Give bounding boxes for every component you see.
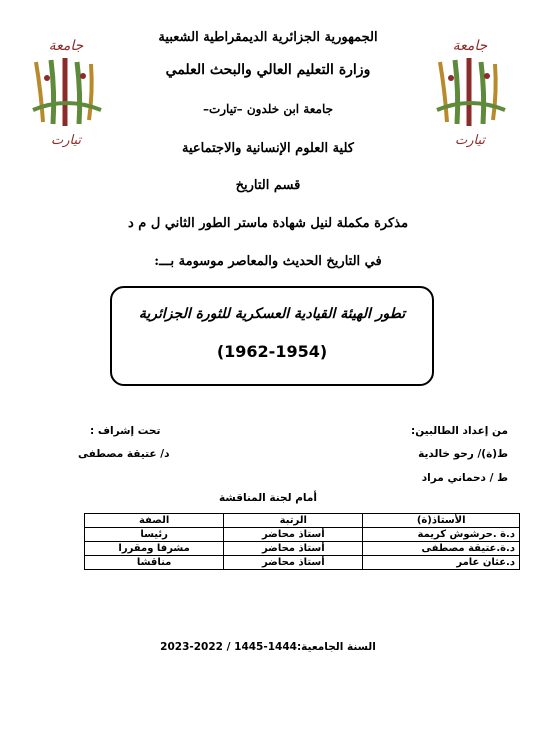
thesis-title: تطور الهيئة القيادية العسكرية للثورة الجزائرية: [138, 306, 406, 322]
table-cell: رئيسا: [85, 528, 224, 542]
student-name-2: ط / دحماني مراد: [421, 472, 508, 484]
table-row: [85, 556, 520, 570]
supervisor-name: د/ عتيقة مصطفى: [78, 448, 170, 460]
thesis-years: (1962-1954): [216, 342, 328, 361]
university-logo-right: [425, 32, 515, 152]
committee-label: أمام لجنة المناقشة: [219, 492, 317, 504]
republic-name: الجمهورية الجزائرية الديمقراطية الشعبية: [158, 30, 378, 45]
university-logo-icon: [425, 32, 515, 152]
svg-text:تيارت: تيارت: [454, 133, 486, 148]
academic-year: السنة الجامعية:1444-1445 / 2022-2023: [160, 641, 376, 653]
cover-page: [18, 14, 518, 718]
table-header: الأستاذ(ة): [363, 514, 520, 528]
supervisor-label: تحت إشراف :: [90, 425, 161, 437]
table-cell: أستاذ محاضر: [224, 556, 363, 570]
table-header: الصفة: [85, 514, 224, 528]
university-logo-icon: [21, 32, 111, 152]
table-cell: مشرفا ومقررا: [85, 542, 224, 556]
table-cell: أستاذ محاضر: [224, 542, 363, 556]
committee-table: [84, 513, 520, 570]
university-name: جامعة ابن خلدون –تيارت–: [202, 102, 334, 116]
svg-text:تيارت: تيارت: [50, 133, 82, 148]
students-label: من إعداد الطالبين:: [411, 425, 508, 437]
table-cell: أستاذ محاضر: [224, 528, 363, 542]
university-logo-left: [21, 32, 111, 152]
table-cell: د.ة .حرشوش كريمة: [363, 528, 520, 542]
specialty-line: في التاريخ الحديث والمعاصر موسومة بـــ:: [154, 254, 382, 269]
thesis-title-box: [110, 286, 434, 386]
faculty-name: كلية العلوم الإنسانية والاجتماعية: [182, 141, 354, 156]
table-header: الرتبة: [224, 514, 363, 528]
ministry-name: وزارة التعليم العالي والبحث العلمي: [165, 62, 371, 78]
table-row: [85, 528, 520, 542]
table-cell: د.عثان عامر: [363, 556, 520, 570]
student-name-1: ط(ة)/ رحو خالدية: [418, 448, 508, 460]
department-name: قسم التاريخ: [235, 178, 301, 193]
memo-description: مذكرة مكملة لنيل شهادة ماستر الطور الثاني ل م د: [127, 216, 409, 231]
table-cell: د.ة.عتيقة مصطفى: [363, 542, 520, 556]
table-row: [85, 542, 520, 556]
svg-text:جامعة: جامعة: [452, 38, 488, 54]
svg-text:جامعة: جامعة: [48, 38, 84, 54]
table-cell: مناقشا: [85, 556, 224, 570]
table-header-row: [85, 514, 520, 528]
